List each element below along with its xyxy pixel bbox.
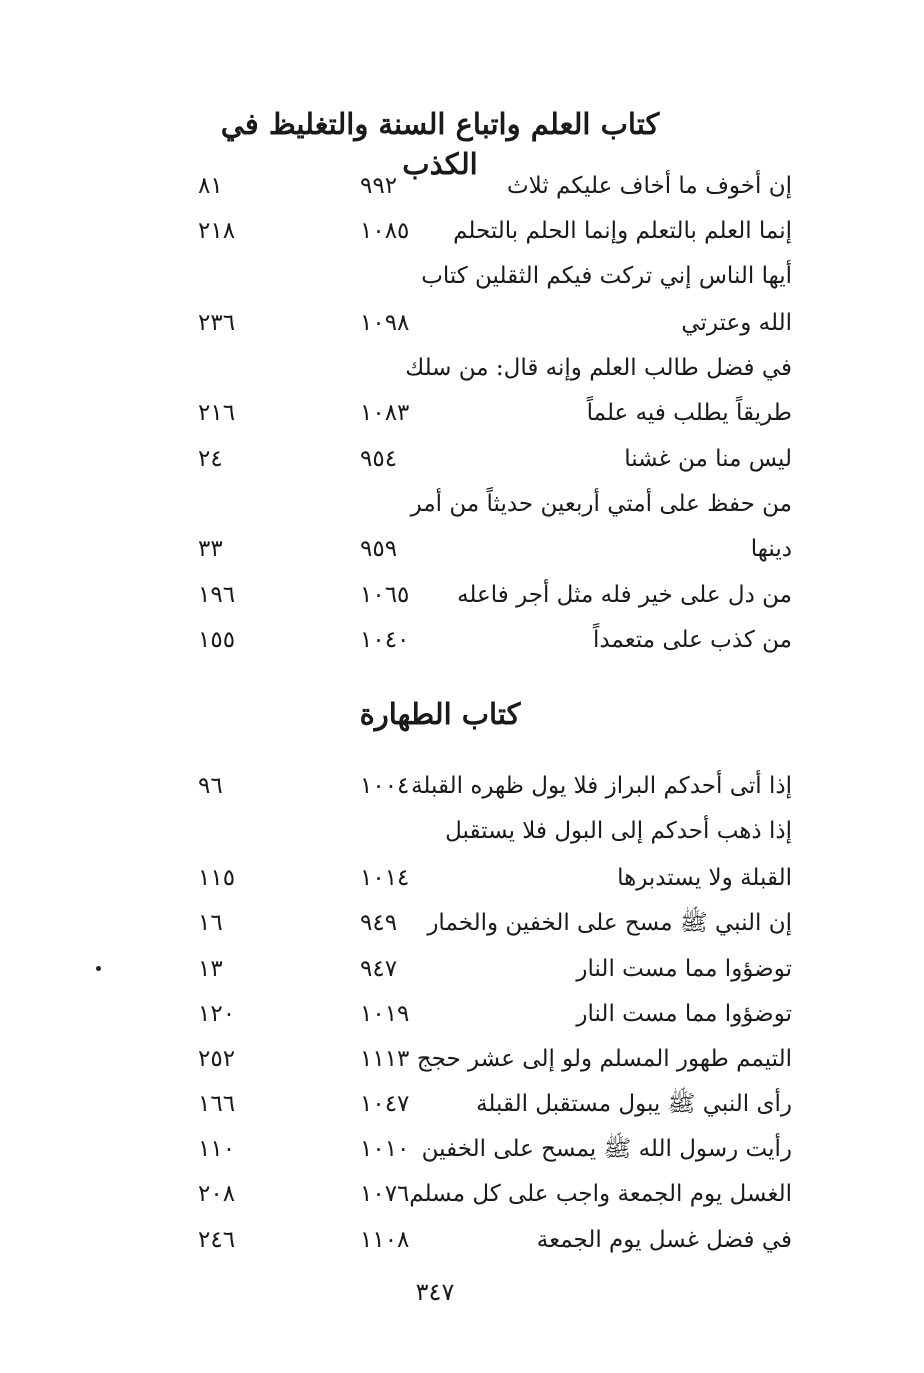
index-row <box>150 300 810 346</box>
hadith-text: توضؤوا مما مست النار <box>576 956 792 982</box>
page-reference: ١٥٥ <box>198 627 236 653</box>
page-reference: ١٩٦ <box>198 582 236 608</box>
index-row <box>150 1217 810 1263</box>
index-row <box>150 763 810 809</box>
hadith-number: ١٠٤٧ <box>360 1091 410 1117</box>
page-reference: ٣٣ <box>198 536 223 562</box>
hadith-number: ١٠٧٦ <box>360 1181 410 1207</box>
index-row <box>150 855 810 901</box>
page-reference: ٢٤ <box>198 446 223 472</box>
hadith-text: إذا أتى أحدكم البراز فلا يول ظهره القبلة <box>411 773 792 799</box>
ink-speck <box>96 966 101 971</box>
page-reference: ٢٠٨ <box>198 1181 236 1207</box>
section-title-knowledge: كتاب العلم واتباع السنة والتغليظ في الكذب <box>220 107 660 181</box>
index-row <box>150 1036 810 1082</box>
page-reference: ١٢٠ <box>198 1001 236 1027</box>
page-reference: ٢١٨ <box>198 218 236 244</box>
page-reference: ٨١ <box>198 173 223 199</box>
page-reference: ١٣ <box>198 956 223 982</box>
hadith-number: ١٠٤٠ <box>360 627 410 653</box>
page-reference: ٩٦ <box>198 773 223 799</box>
hadith-text: إن أخوف ما أخاف عليكم ثلاث <box>506 173 792 199</box>
hadith-text: الله وعترتي <box>681 310 792 336</box>
hadith-number: ١٠١٠ <box>360 1136 410 1162</box>
hadith-number: ١٠٦٥ <box>360 582 410 608</box>
hadith-text: التيمم طهور المسلم ولو إلى عشر حجج <box>416 1046 792 1072</box>
index-row <box>150 1126 810 1172</box>
index-row <box>150 526 810 572</box>
index-row <box>150 1171 810 1217</box>
index-row <box>150 808 810 854</box>
hadith-text: الغسل يوم الجمعة واجب على كل مسلم <box>409 1181 792 1207</box>
hadith-text: في فضل غسل يوم الجمعة <box>536 1227 792 1253</box>
hadith-text: ليس منا من غشنا <box>624 446 792 472</box>
hadith-text: توضؤوا مما مست النار <box>576 1001 792 1027</box>
hadith-number: ٩٥٤ <box>360 446 398 472</box>
hadith-number: ٩٥٩ <box>360 536 398 562</box>
index-row <box>150 481 810 527</box>
hadith-number: ٩٤٩ <box>360 910 398 936</box>
hadith-number: ١١٠٨ <box>360 1227 410 1253</box>
index-row <box>150 436 810 482</box>
index-row <box>150 617 810 663</box>
page-reference: ٢٤٦ <box>198 1227 236 1253</box>
hadith-text: أيها الناس إني تركت فيكم الثقلين كتاب <box>421 263 792 289</box>
hadith-text: في فضل طالب العلم وإنه قال: من سلك <box>405 355 792 381</box>
hadith-number: ١٠١٩ <box>360 1001 410 1027</box>
hadith-text: القبلة ولا يستدبرها <box>617 865 792 891</box>
page-reference: ١١٥ <box>198 865 236 891</box>
hadith-text: إذا ذهب أحدكم إلى البول فلا يستقبل <box>445 818 792 844</box>
hadith-number: ١٠٨٥ <box>360 218 410 244</box>
hadith-text: من حفظ على أمتي أربعين حديثاً من أمر <box>410 491 792 517</box>
hadith-text: إن النبي ﷺ مسح على الخفين والخمار <box>427 910 792 936</box>
hadith-number: ١٠٠٤ <box>360 773 410 799</box>
index-row <box>150 253 810 299</box>
hadith-text: رأيت رسول الله ﷺ يمسح على الخفين <box>421 1136 792 1162</box>
hadith-text: رأى النبي ﷺ يبول مستقبل القبلة <box>476 1091 792 1117</box>
hadith-number: ٩٤٧ <box>360 956 398 982</box>
index-row <box>150 390 810 436</box>
index-row <box>150 946 810 992</box>
index-row <box>150 163 810 209</box>
index-row <box>150 208 810 254</box>
hadith-number: ١١١٣ <box>360 1046 410 1072</box>
section-title-purification: كتاب الطهارة <box>359 697 521 731</box>
page-reference: ١١٠ <box>198 1136 236 1162</box>
hadith-number: ٩٩٢ <box>360 173 398 199</box>
hadith-number: ١٠٩٨ <box>360 310 410 336</box>
page-reference: ١٦ <box>198 910 223 936</box>
index-row <box>150 991 810 1037</box>
hadith-number: ١٠٨٣ <box>360 400 410 426</box>
index-row <box>150 900 810 946</box>
hadith-number: ١٠١٤ <box>360 865 410 891</box>
page-number: ٣٤٧ <box>415 1278 455 1306</box>
index-row <box>150 572 810 618</box>
index-row <box>150 345 810 391</box>
page-reference: ٢١٦ <box>198 400 236 426</box>
hadith-text: من كذب على متعمداً <box>592 627 792 653</box>
hadith-text: دينها <box>750 536 792 562</box>
hadith-text: طريقاً يطلب فيه علماً <box>586 400 792 426</box>
hadith-text: من دل على خير فله مثل أجر فاعله <box>457 582 792 608</box>
page-reference: ١٦٦ <box>198 1091 236 1117</box>
index-row <box>150 1081 810 1127</box>
page-reference: ٢٣٦ <box>198 310 236 336</box>
hadith-text: إنما العلم بالتعلم وإنما الحلم بالتحلم <box>453 218 792 244</box>
page-reference: ٢٥٢ <box>198 1046 236 1072</box>
